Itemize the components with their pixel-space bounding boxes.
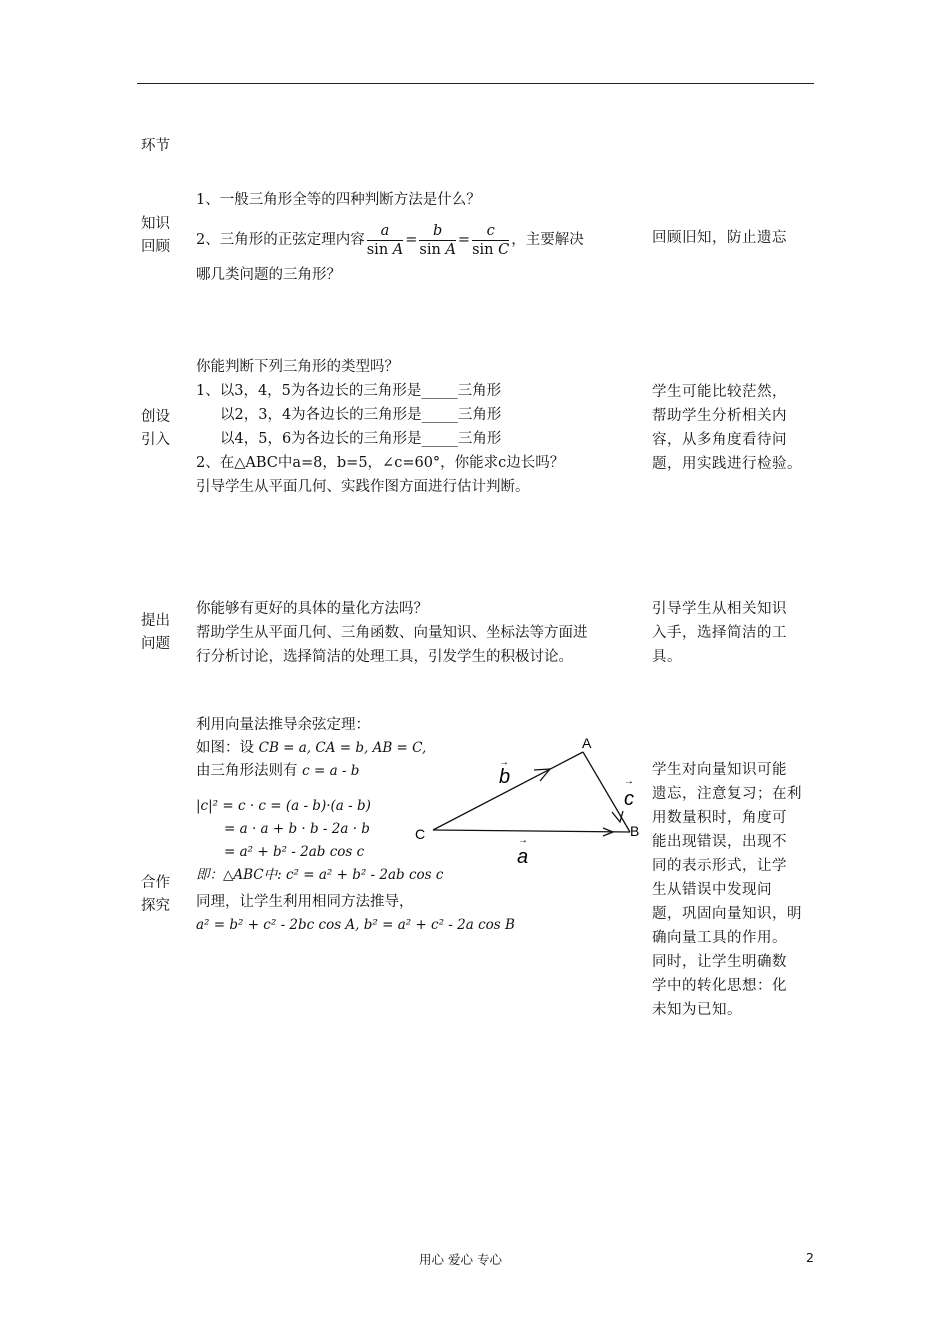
vector-c-label: c [624,788,634,810]
note-line: 未知为已知。 [652,1002,742,1018]
vector-definitions: CB = a, CA = b, AB = C, [258,740,427,756]
stage-label-line: 知识 [141,216,170,232]
intro-line: 2、在△ABC中a=8，b=5，∠c=60°，你能求c边长吗？ [196,455,565,471]
stage-label-line: 合作 [141,875,170,891]
sine-fraction-c [472,222,509,259]
vertex-c-label: C [415,826,426,842]
frac-numerator: a [367,222,404,241]
derivation-line: |c|² = c · c = (a - b)·(a - b) [196,798,371,814]
explore-triangle-rule [196,760,426,783]
frac-denominator [367,241,404,259]
note-line: 用数量积时，角度可 [652,810,787,826]
sine-fraction-a [367,222,404,259]
vector-relation: c = a - b [302,763,360,779]
note-line: 题，巩固向量知识，明 [652,906,802,922]
vector-b-arrow-mark: → [499,757,509,768]
derivation-conclusion: 即：△ABC中: c² = a² + b² - 2ab cos c [196,867,444,883]
page-number: 2 [806,1250,814,1265]
stage-label-question [141,610,185,656]
stage-label-line: 提出 [141,613,170,629]
intro-line: 以2，3，4为各边长的三角形是_____三角形 [220,407,502,423]
intro-line: 你能判断下列三角形的类型吗？ [196,359,399,375]
stage-label-line: 引入 [141,432,170,448]
question-content [196,597,641,669]
note-line: 学生对向量知识可能 [652,762,787,778]
equals-sign: = [405,231,418,248]
note-line: 能出现错误，出现不 [652,834,787,850]
header-rule [137,83,814,84]
frac-denominator [419,241,456,259]
derivation-line: = a² + b² - 2ab cos c [224,844,365,860]
stage-label-intro [141,406,185,452]
stage-label-line: 探究 [141,898,170,914]
stage-label-line: 创设 [141,409,170,425]
frac-denominator [472,241,509,259]
vertex-b-label: B [630,823,640,839]
review-q1: 1、一般三角形全等的四种判断方法是什么？ [196,192,481,208]
note-line: 引导学生从相关知识 [652,601,787,617]
fig-prefix: 如图：设 [196,740,254,756]
stage-label-explore [141,872,185,918]
derivation-line: = a · a + b · b - 2a · b [224,821,370,837]
intro-line: 以4，5，6为各边长的三角形是_____三角形 [220,431,502,447]
frac-fn: sin [472,241,494,258]
footer-motto: 用心 爱心 专心 [419,1252,502,1267]
question-note [652,597,812,669]
explore-note [652,758,812,1022]
intro-line: 1、以3，4，5为各边长的三角形是_____三角形 [196,383,502,399]
cosine-law-formulas: a² = b² + c² - 2bc cos A, b² = a² + c² - 2a cos B [196,917,515,933]
review-content [196,189,641,287]
vector-b-label: b [499,766,511,788]
same-method-text: 同理，让学生利用相同方法推导， [196,894,414,910]
note-line: 学中的转化思想：化 [652,978,787,994]
vector-triangle-diagram [408,728,644,868]
stage-label-line: 问题 [141,636,170,652]
vertex-a-label: A [582,735,592,751]
explore-content [196,714,515,937]
vector-a-line [433,830,630,832]
frac-numerator: b [419,222,456,241]
stage-label-line: 回顾 [141,239,170,255]
intro-note [652,380,812,476]
vector-a-arrow-mark: → [518,835,528,846]
note-line: 具。 [652,649,682,665]
vector-c-arrow-mark: → [624,776,634,787]
note-line: 题，用实践进行检验。 [652,456,802,472]
frac-numerator: c [472,222,509,241]
question-line: 你能够有更好的具体的量化方法吗？ [196,601,428,617]
note-line: 同时，让学生明确数 [652,954,787,970]
frac-var: A [392,241,404,258]
vector-a-label: a [517,846,529,868]
equals-sign: = [457,231,471,248]
explore-figure-def [196,737,426,760]
note-line: 生从错误中发现问 [652,882,772,898]
note-line: 入手，选择简洁的工 [652,625,787,641]
note-line: 遗忘，注意复习；在利 [652,786,802,802]
vector-c-arrowhead [612,811,623,822]
frac-fn: sin [366,241,389,258]
note-line: 学生可能比较茫然， [652,384,787,400]
review-q2-prefix: 2、三角形的正弦定理内容 [196,231,365,248]
note-line: 容，从多角度看待问 [652,432,787,448]
frac-var: C [498,241,510,258]
explore-title: 利用向量法推导余弦定理： [196,717,370,733]
question-line: 行分析讨论，选择简洁的处理工具，引发学生的积极讨论。 [196,649,573,665]
sine-fraction-b [419,222,456,259]
intro-line: 引导学生从平面几何、实践作图方面进行估计判断。 [196,479,530,495]
stage-label-review [141,213,185,259]
review-q2 [196,218,641,262]
frac-var: A [445,241,456,258]
tri-prefix: 由三角形法则有 [196,763,298,779]
review-note: 回顾旧知，防止遗忘 [652,230,787,246]
intro-content [196,355,641,499]
note-line: 帮助学生分析相关内 [652,408,787,424]
review-q2-line2: 哪几类问题的三角形？ [196,267,341,283]
note-line: 同的表示形式，让学 [652,858,787,874]
frac-fn: sin [419,241,441,258]
note-line: 确向量工具的作用。 [652,930,787,946]
vector-c-line [583,752,630,832]
question-line: 帮助学生从平面几何、三角函数、向量知识、坐标法等方面进 [196,625,588,641]
stage-header-label: 环节 [141,138,170,154]
review-q2-suffix: ，主要解决 [511,231,584,248]
